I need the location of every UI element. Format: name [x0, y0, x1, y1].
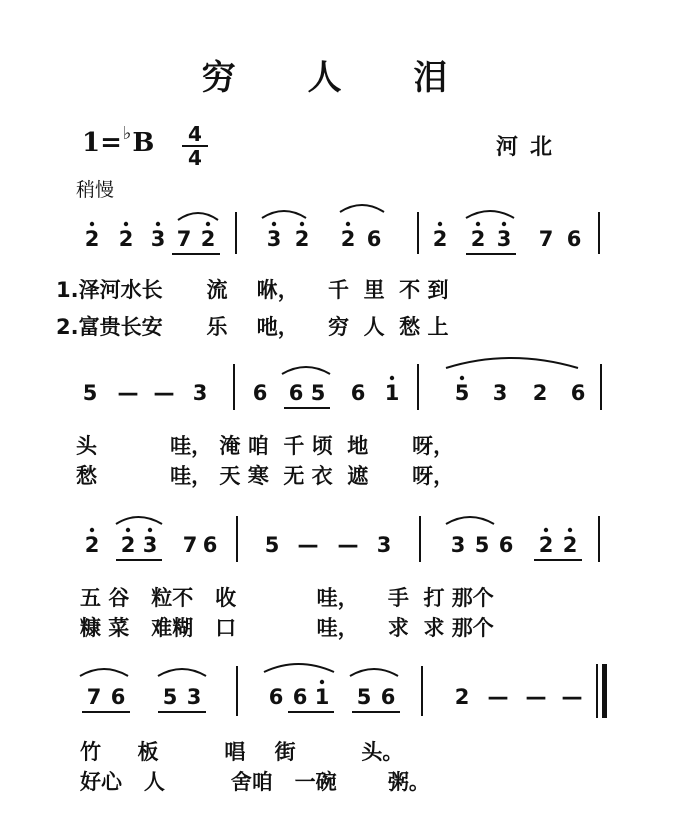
note: —: [487, 685, 509, 709]
note: —: [337, 533, 359, 557]
note: 1: [314, 685, 330, 709]
note: 5: [474, 533, 490, 557]
note: 3: [192, 381, 208, 405]
note: 6: [252, 381, 268, 405]
note: —: [117, 381, 139, 405]
note: 6: [498, 533, 514, 557]
note: 5: [264, 533, 280, 557]
slur: [262, 211, 306, 218]
dot: [156, 222, 160, 226]
note: 7: [86, 685, 102, 709]
dot: [390, 376, 394, 380]
note: 7: [182, 533, 198, 557]
song-title: 穷 人 泪: [201, 58, 478, 98]
note: 3: [376, 533, 392, 557]
note: 6: [110, 685, 126, 709]
dot: [438, 222, 442, 226]
lyrics-verse-1: 五 谷 粒不 收 哇， 手 打 那个: [80, 586, 494, 610]
note: 6: [570, 381, 586, 405]
dot: [476, 222, 480, 226]
dot: [544, 528, 548, 532]
note: 3: [492, 381, 508, 405]
dot: [568, 528, 572, 532]
slur: [446, 358, 578, 368]
slur: [178, 213, 218, 220]
note: 6: [366, 227, 382, 251]
dot: [460, 376, 464, 380]
note: —: [297, 533, 319, 557]
slur: [80, 669, 128, 676]
lyrics-verse-1: 头 哇， 淹 咱 千 顷 地 呀，: [76, 434, 455, 458]
meter-top: 4: [188, 122, 202, 146]
dot: [90, 222, 94, 226]
note: 2: [538, 533, 554, 557]
note: 2: [200, 227, 216, 251]
dot: [90, 528, 94, 532]
note: 2: [532, 381, 548, 405]
lyrics-verse-1: 1.泽河水长 流 咻， 千 里 不 到: [56, 278, 449, 302]
lyrics-verse-1: 竹 板 唱 街 头。: [80, 740, 404, 764]
note: 3: [266, 227, 282, 251]
dot: [124, 222, 128, 226]
note: 2: [562, 533, 578, 557]
note: 3: [450, 533, 466, 557]
slur: [116, 517, 162, 524]
slur: [282, 367, 330, 374]
dot: [126, 528, 130, 532]
tempo-marking: 稍慢: [76, 179, 115, 201]
slurs: [80, 205, 578, 676]
meter-bottom: 4: [188, 146, 202, 170]
note: —: [153, 381, 175, 405]
note: 6: [350, 381, 366, 405]
note: 2: [432, 227, 448, 251]
lyrics-verse-2: 愁 哇， 天 寒 无 衣 遮 呀，: [76, 464, 455, 488]
note: —: [525, 685, 547, 709]
note: 5: [356, 685, 372, 709]
slur: [264, 664, 334, 672]
note: 6: [202, 533, 218, 557]
note: 6: [268, 685, 284, 709]
dot: [300, 222, 304, 226]
dot: [320, 680, 324, 684]
region-label: 河北: [496, 135, 565, 160]
dot: [148, 528, 152, 532]
note: 3: [150, 227, 166, 251]
lyrics-verse-2: 2.富贵长安 乐 吔， 穷 人 愁 上: [56, 315, 449, 339]
note: 5: [162, 685, 178, 709]
note: 1: [384, 381, 400, 405]
key-note: B: [132, 128, 155, 158]
flat-sign: ♭: [122, 123, 132, 144]
note: 2: [118, 227, 134, 251]
note: 3: [496, 227, 512, 251]
note: 3: [142, 533, 158, 557]
note: 6: [566, 227, 582, 251]
note: 6: [380, 685, 396, 709]
note: —: [561, 685, 583, 709]
note: 3: [186, 685, 202, 709]
lyrics-verse-2: 糠 菜 难糊 口 哇， 求 求 那个: [80, 616, 494, 640]
note: 7: [176, 227, 192, 251]
slur: [466, 211, 514, 218]
underlines: [82, 254, 582, 712]
octave-dots: [90, 222, 572, 684]
dot: [346, 222, 350, 226]
note: 2: [120, 533, 136, 557]
dot: [206, 222, 210, 226]
slur: [350, 669, 398, 676]
note: 2: [84, 227, 100, 251]
dot: [272, 222, 276, 226]
note: 2: [84, 533, 100, 557]
note: 5: [310, 381, 326, 405]
note: 7: [538, 227, 554, 251]
note: 2: [340, 227, 356, 251]
note: 5: [82, 381, 98, 405]
key-prefix: 1=: [82, 128, 122, 158]
slur: [158, 669, 206, 676]
note: 6: [292, 685, 308, 709]
dot: [502, 222, 506, 226]
note: 5: [454, 381, 470, 405]
note: 6: [288, 381, 304, 405]
lyrics-verse-2: 好心 人 舍咱 一碗 粥。: [80, 770, 430, 794]
slur: [340, 205, 384, 212]
note: 2: [294, 227, 310, 251]
note: 2: [454, 685, 470, 709]
note: 2: [470, 227, 486, 251]
slur: [446, 517, 494, 524]
